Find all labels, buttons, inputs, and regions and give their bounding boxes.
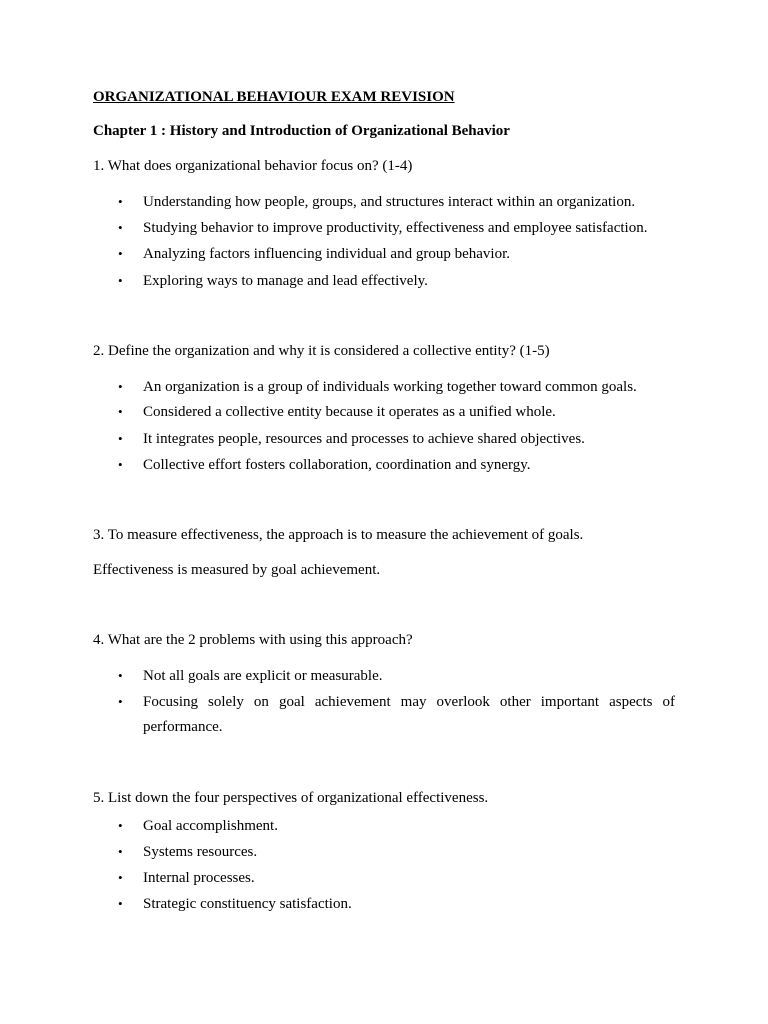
list-item-text: Internal processes.	[143, 870, 255, 886]
question-4: 4. What are the 2 problems with using this approach?	[93, 632, 413, 648]
bullet-icon: •	[118, 896, 123, 911]
bullet-icon: •	[118, 220, 123, 235]
list-item-text: Studying behavior to improve productivity, effectiveness and employee satisfaction.	[143, 220, 648, 236]
list-item-text: Exploring ways to manage and lead effectively.	[143, 273, 428, 289]
list-item-text: An organization is a group of individuals working together toward common goals.	[143, 379, 637, 395]
question-1: 1. What does organizational behavior focus on? (1-4)	[93, 158, 413, 174]
chapter-heading: Chapter 1 : History and Introduction of Organizational Behavior	[93, 123, 510, 139]
list-item-text: Considered a collective entity because it operates as a unified whole.	[143, 404, 556, 420]
bullet-icon: •	[118, 273, 123, 288]
bullet-icon: •	[118, 246, 123, 261]
list-item-text: It integrates people, resources and processes to achieve shared objectives.	[143, 431, 585, 447]
bullet-icon: •	[118, 694, 123, 709]
bullet-icon: •	[118, 457, 123, 472]
list-item-text: Systems resources.	[143, 844, 258, 860]
list-item-text: Collective effort fosters collaboration, coordination and synergy.	[143, 457, 531, 473]
bullet-icon: •	[118, 194, 123, 209]
answer-3: Effectiveness is measured by goal achievement.	[93, 562, 381, 578]
bullet-icon: •	[118, 870, 123, 885]
question-3: 3. To measure effectiveness, the approach is to measure the achievement of goals.	[93, 527, 584, 543]
list-item-text: Strategic constituency satisfaction.	[143, 896, 352, 912]
bullet-icon: •	[118, 668, 123, 683]
list-item-text: Not all goals are explicit or measurable.	[143, 668, 383, 684]
list-item-text: Focusing solely on goal achievement may overlook other important aspects of	[143, 694, 675, 710]
list-item-text: Analyzing factors influencing individual and group behavior.	[143, 246, 510, 262]
list-item-text: Goal accomplishment.	[143, 818, 278, 834]
question-5: 5. List down the four perspectives of organizational effectiveness.	[93, 790, 489, 806]
list-item-text: Understanding how people, groups, and structures interact within an organization.	[143, 194, 636, 210]
document-title: ORGANIZATIONAL BEHAVIOUR EXAM REVISION	[93, 89, 455, 105]
bullet-icon: •	[118, 379, 123, 394]
list-item-text: performance.	[143, 719, 223, 735]
bullet-icon: •	[118, 818, 123, 833]
bullet-icon: •	[118, 844, 123, 859]
question-2: 2. Define the organization and why it is considered a collective entity? (1-5)	[93, 343, 550, 359]
bullet-icon: •	[118, 431, 123, 446]
bullet-icon: •	[118, 404, 123, 419]
